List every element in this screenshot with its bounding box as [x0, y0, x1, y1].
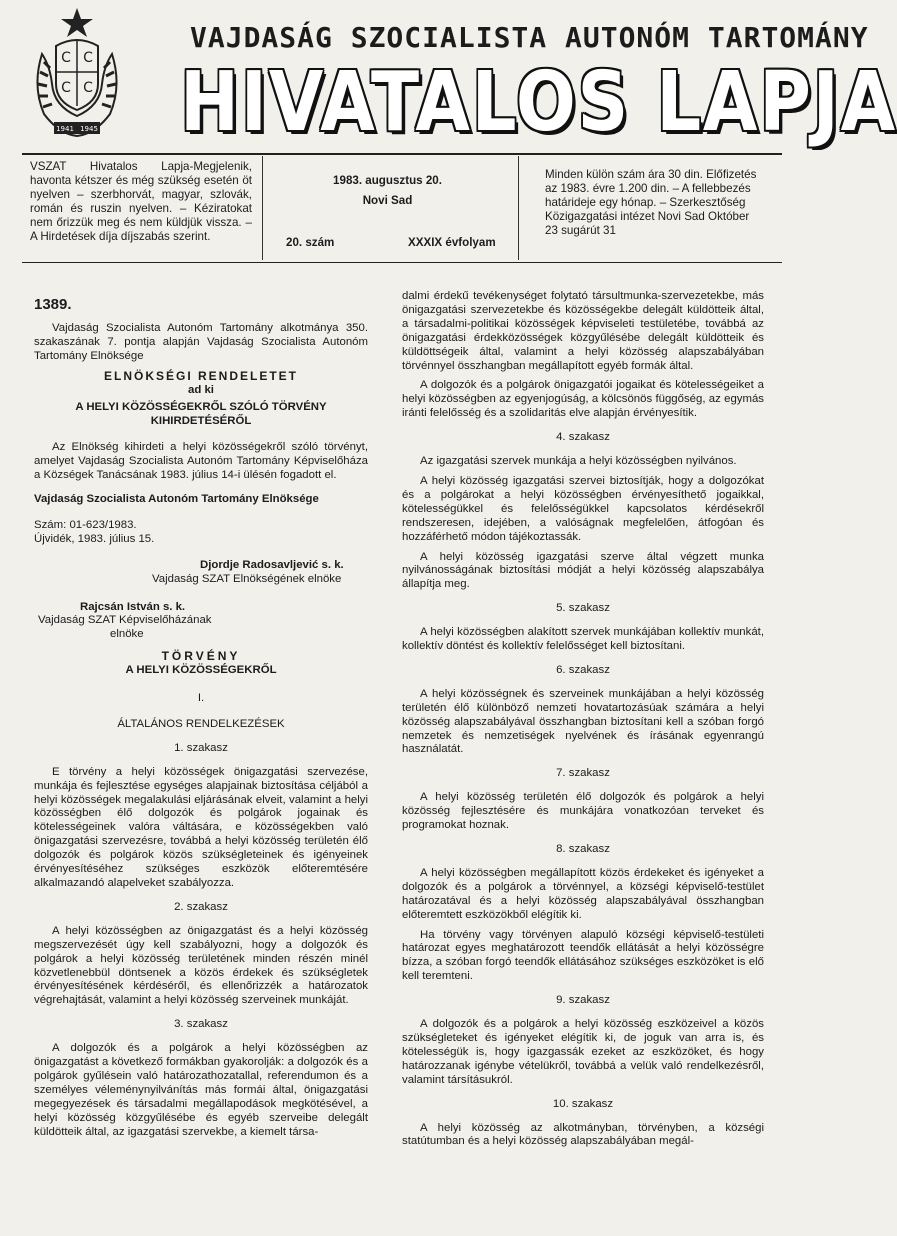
signature-2-title: Vajdaság SZAT Képviselőházának [38, 614, 212, 627]
signature-1-name: Djordje Radosavljević s. k. [200, 558, 344, 571]
svg-text:C: C [83, 50, 93, 66]
section-1-text: E törvény a helyi közösségek önigazgatási szervezése, munkája és fejlesztése egységes alapjainak biztosítása céljából a helyi közösségek megalakulási eljárásának elveit, valamint a helyi közösségben élő dolgozók és polgárok jogainak és kötelességeinek valóra váltására, e közösségekben való önigazgatási szervezésre, továbbá a helyi közösség területén élő dolgozók és polgárok közös szükségleteinek és igényeinek érvényesítéséhez szükséges eszközök előteremtésére alkalmazandó alapelveket szabályozza. [34, 765, 368, 889]
section-3-heading: 3. szakasz [174, 1018, 228, 1031]
right-column [402, 290, 764, 1155]
decree-title: A HELYI KÖZÖSSÉGEKRŐL SZÓLÓ TÖRVÉNY KIHIRDETÉSÉRŐL [75, 401, 327, 428]
section-1-heading: 1. szakasz [174, 741, 228, 754]
issue-volume: XXXIX évfolyam [408, 236, 496, 249]
signature-2-title-2: elnöke [110, 628, 144, 641]
document-number: 1389. [34, 296, 72, 313]
publication-info-left: VSZAT Hivatalos Lapja-Megjelenik, havonta kétszer és még szükség esetén öt nyelven – szerbhorvát, magyar, szlovák, román és ruszin nyelven. – Kéziratokat nem őrizzük meg és nem küldjük vissza. – A Hirdetések díja díjszabás szerint. [30, 160, 252, 243]
intro-paragraph: Vajdaság Szocialista Autonóm Tartomány alkotmánya 350. szakaszának 7. pontja alapján Vajdaság Szocialista Autonóm Tartomány Elnöksége [34, 321, 368, 362]
presidency-name: Vajdaság Szocialista Autonóm Tartomány Elnöksége [34, 492, 319, 505]
section-8-heading: 8. szakasz [556, 843, 610, 855]
header-divider-top [22, 153, 782, 155]
section-8-text-2: Ha törvény vagy törvényen alapuló községi képviselő-testületi határozat egyes meghatározott teendők ellátását a helyi közösségre bízza, a szóban forgó teendők ellátásához szükséges eszközöket is elő kell teremteni. [402, 928, 764, 983]
issue-place: Novi Sad [362, 194, 413, 207]
publication-info-right: Minden külön szám ára 30 din. Előfizetés az 1983. évre 1.200 din. – A fellebbezés határideje egy hónap. – Szerkesztőség Közigazgatási intézet Novi Sad Október 23 sugárút 31 [545, 168, 757, 237]
section-5-text: A helyi közösségben alakított szervek munkájában kollektív munkát, kollektív döntést és kollektív felelősséget kell biztosítani. [402, 626, 764, 653]
section-2-heading: 2. szakasz [174, 900, 228, 913]
section-3-continuation: dalmi érdekű tevékenységet folytató társultmunka-szervezetekbe, más önigazgatási szervezetekbe és közösségekbe delegált küldötteik által, a társadalmi-politikai közösségek képviseleti testületébe, továbbá az önigazgatási érdekközösségek közgyűlésébe delegált küldötteik és küldöttségeik által, valamint a helyi közösség alapszabályában törvénnyel összhangban megállapított egyéb formák által. [402, 290, 764, 372]
section-7-heading: 7. szakasz [556, 767, 610, 780]
section-10-heading: 10. szakasz [552, 1097, 614, 1110]
svg-text:C: C [61, 50, 71, 66]
signature-2-name: Rajcsán István s. k. [80, 600, 186, 613]
decree-heading: ELNÖKSÉGI RENDELETET [103, 368, 298, 383]
masthead-title: HIVATALOS LAPJA [180, 55, 897, 150]
section-3-paragraph-2: A dolgozók és a polgárok önigazgatói jogaikat és kötelességeiket a helyi közösségben az egyenjogúság, a kölcsönös függőség, az egymás iránti felelősség és a szolidaritás elve alapján érvényesítik. [402, 379, 764, 420]
section-8-text-1: A helyi közösségben megállapított közös érdekeket és igényeket a dolgozók és a polgárok a törvénnyel, a községi képviselő-testület határozatával és a helyi közösség alapszabályával összhangban előteremtett eszközökből elégítik ki. [402, 866, 764, 921]
section-6-heading: 6. szakasz [556, 663, 610, 676]
info-divider-left [262, 156, 263, 260]
section-9-heading: 9. szakasz [556, 994, 610, 1007]
svg-text:C: C [83, 80, 93, 96]
left-column [34, 298, 368, 1146]
decree-ad-ki: ad ki [188, 383, 214, 396]
section-4-heading: 4. szakasz [556, 431, 610, 444]
part-number: I. [197, 692, 205, 705]
reference-number: Szám: 01-623/1983. [34, 518, 137, 531]
law-title: A HELYI KÖZÖSSÉGEKRŐL [125, 664, 277, 677]
section-10-text: A helyi közösség az alkotmányban, törvényben, a községi statútumban és a helyi közösség alapszabályában megál- [402, 1121, 764, 1148]
issue-number: 20. szám [286, 236, 335, 249]
decree-body: Az Elnökség kihirdeti a helyi közösségekről szóló törvényt, amelyet Vajdaság Szocialista Autonóm Tartomány Képviselőháza a Községek Tanácsának 1983. július 14-i ülésén fogadott el. [34, 441, 368, 482]
section-5-heading: 5. szakasz [556, 602, 610, 615]
svg-text:1941: 1941 [56, 125, 74, 133]
coat-of-arms-emblem [24, 6, 130, 146]
svg-text:1945: 1945 [80, 125, 98, 133]
place-date: Újvidék, 1983. július 15. [34, 532, 155, 545]
section-6-text: A helyi közösségnek és szerveinek munkájában a helyi közösség területén élő különböző nemzeti hovatartozásúak számára a helyi közösség alapszabályával összhangban biztosítani kell a szóban forgó nemzetek és nemzetiségek nyelvének és írásának egyenrangú használatát. [402, 687, 764, 756]
signature-1-title: Vajdaság SZAT Elnökségének elnöke [152, 572, 342, 585]
issue-date: 1983. augusztus 20. [333, 174, 442, 187]
section-4-text-2: A helyi közösség igazgatási szervei biztosítják, hogy a dolgozókat és a polgárokat a helyi közösségben érvényesíthető jogaikkal, kötelességükkel és felelősségükkel kapcsolatos kérdésekről rendszeresen, idejében, a valóságnak megfelelően, átfogóan és hozzáférhető módon tájékoztassák. [402, 474, 764, 543]
header-divider-bottom [22, 262, 782, 263]
section-3-text: A dolgozók és a polgárok a helyi közösségben az önigazgatást a következő formákban gyakorolják: a dolgozók és a polgárok gyűlésein való határozathozatallal, referendumon és a személyes véleménynyilvánítás más formái által, önigazgatási megegyezések és társadalmi megállapodások megkötésével, a helyi közösség közgyűlésébe és egyéb szerveibe delegált küldötteik által, az igazgatási szervekbe, a kiemelt társa- [34, 1042, 368, 1138]
section-4-text-1: Az igazgatási szervek munkája a helyi közösségben nyilvános. [420, 455, 737, 468]
svg-text:C: C [61, 80, 71, 96]
part-title: ÁLTALÁNOS RENDELKEZÉSEK [117, 717, 285, 730]
section-9-text: A dolgozók és a polgárok a helyi közösség eszközeivel a közös szükségleteket és igényeket elégítik ki, de joguk van arra is, és kötelességük is, hogy igazgassák ezeket az eszközöket, és hogy határozzanak igénybe vételükről, továbbá a velük való rendelkezésről, valamint társításukról. [402, 1018, 764, 1086]
masthead-subtitle: VAJDASÁG SZOCIALISTA AUTONÓM TARTOMÁNY [190, 21, 869, 54]
law-heading: TÖRVÉNY [161, 649, 241, 664]
section-7-text: A helyi közösség területén élő dolgozók és polgárok a helyi közösség fejlesztésére és munkájára vonatkozóan terveket és programokat hoznak. [402, 791, 764, 832]
section-4-text-3: A helyi közösség igazgatási szerve által végzett munka nyilvánosságának biztosítási módját a helyi közösség alapszabálya állapítja meg. [402, 550, 764, 591]
section-2-text: A helyi közösségben az önigazgatást és a helyi közösség megszervezését úgy kell szabályozni, hogy a dolgozók és polgárok a helyi közösség területének minden részén minél közvetlenebbül döntsenek a közös érdekek és szükségletek érvényesítésének kérdéséről, és ellenőrizzék a határozatok végrehajtását, valamint a helyi közösség szerveinek munkáját. [34, 924, 368, 1007]
info-divider-right [518, 156, 519, 260]
